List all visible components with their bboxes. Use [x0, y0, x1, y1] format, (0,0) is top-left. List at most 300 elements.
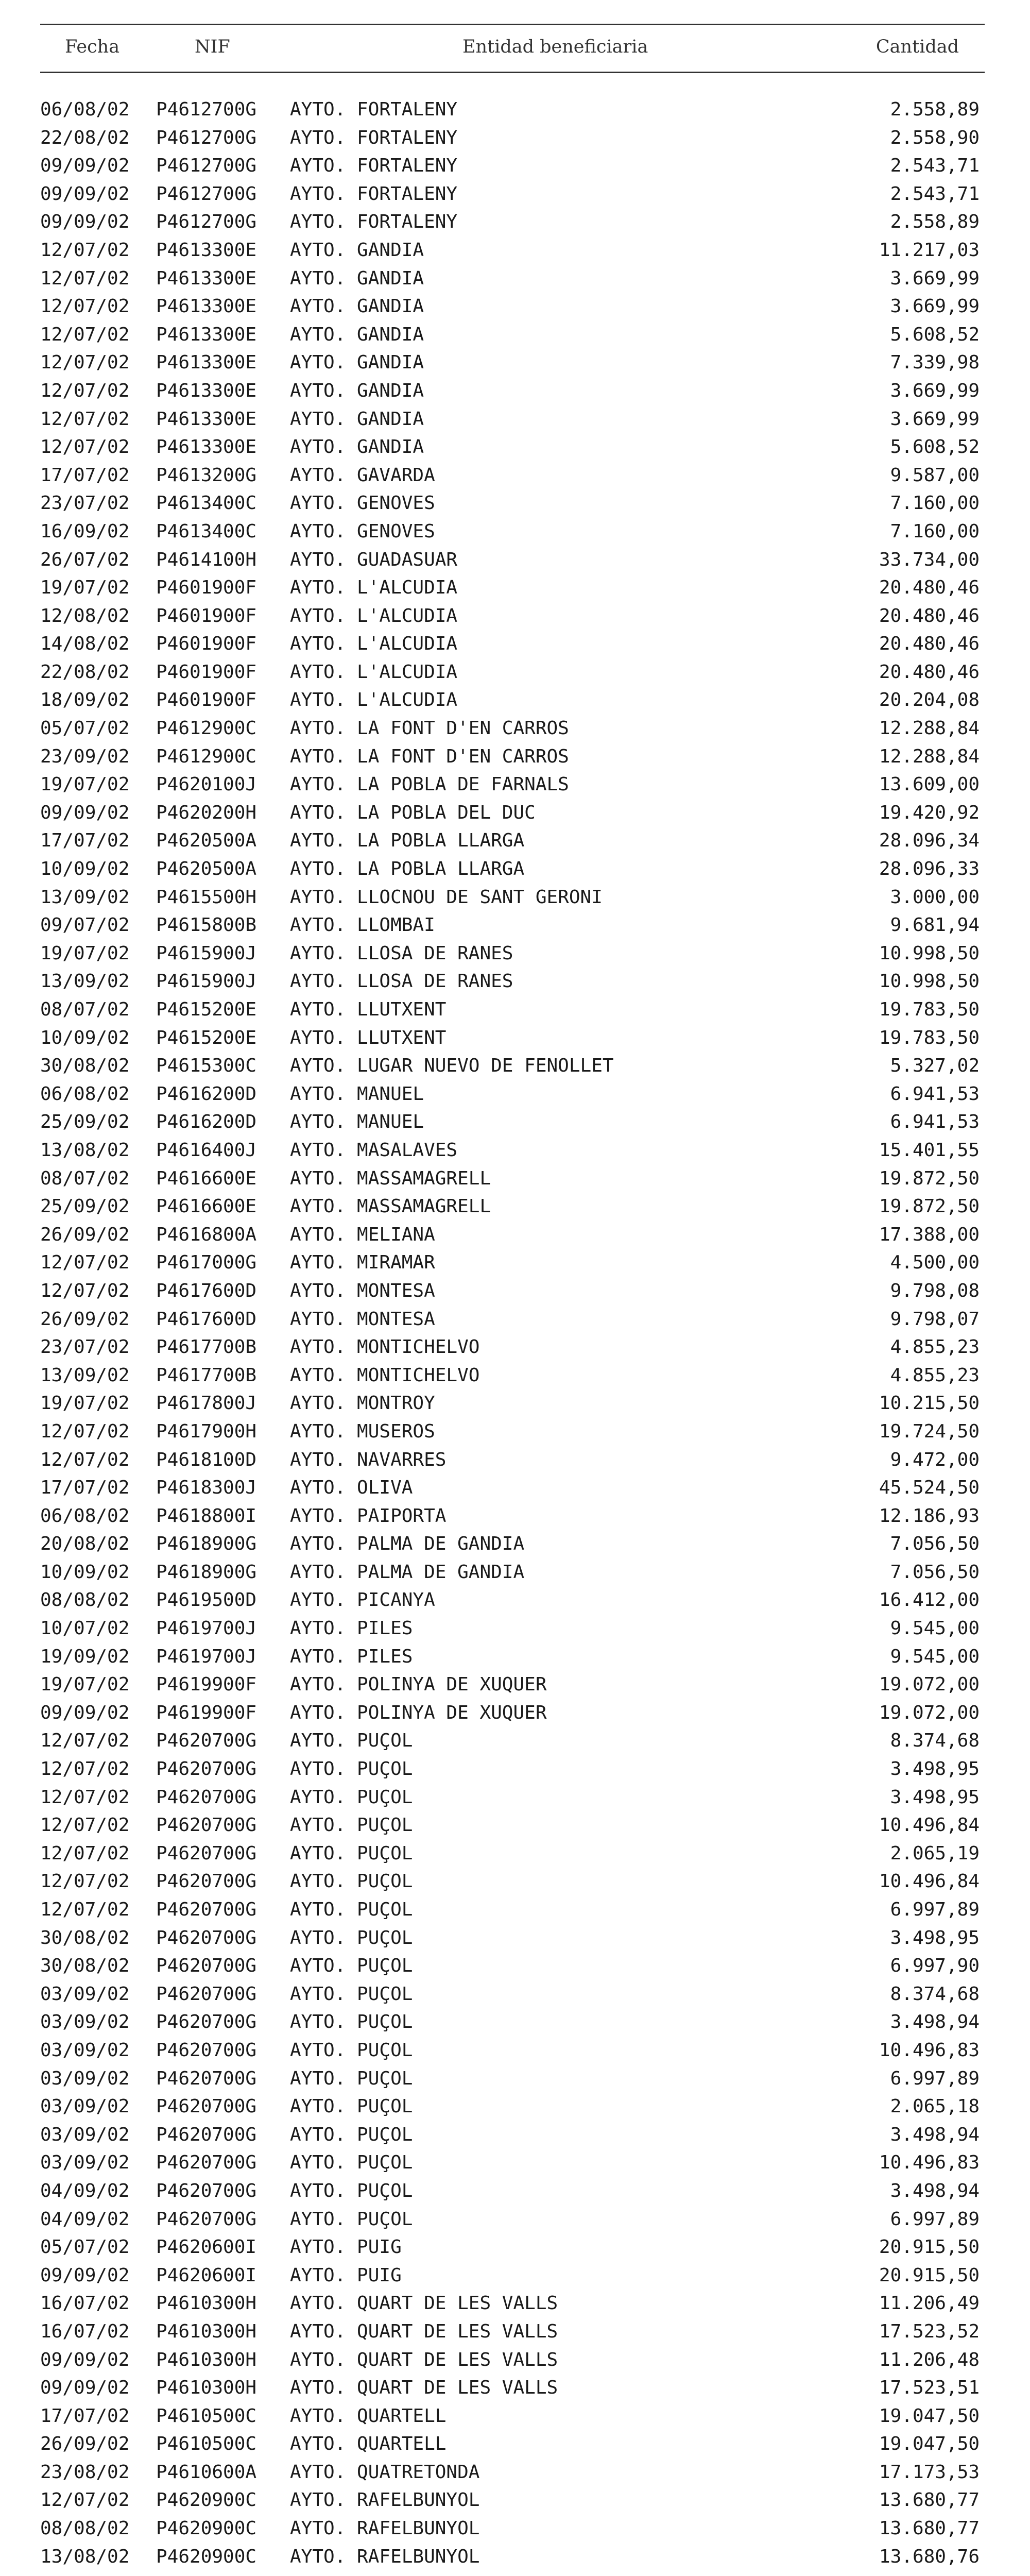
cell-fecha: 03/09/02: [40, 2067, 130, 2089]
table-row: [40, 1333, 985, 1362]
cell-nif: P4620700G: [156, 2096, 257, 2117]
table-row: [40, 884, 985, 912]
table-row: [40, 2543, 985, 2571]
cell-nif: P4617600D: [156, 1308, 257, 1330]
cell-nif: P4616200D: [156, 1111, 257, 1133]
cell-cantidad: 17.173,53: [879, 2461, 980, 2483]
table-row: [40, 405, 985, 434]
cell-nif: P4613300E: [156, 296, 257, 317]
cell-fecha: 12/07/02: [40, 1730, 130, 1752]
cell-fecha: 09/09/02: [40, 211, 130, 233]
cell-fecha: 08/08/02: [40, 2518, 130, 2539]
cell-nif: P4615900J: [156, 942, 257, 964]
cell-nif: P4620700G: [156, 2208, 257, 2230]
table-row: [40, 124, 985, 152]
table-row: [40, 1389, 985, 1418]
cell-cantidad: 17.523,52: [879, 2320, 980, 2342]
cell-entidad: AYTO. FORTALENY: [290, 99, 458, 120]
cell-entidad: AYTO. PUÇOL: [290, 1786, 413, 1808]
cell-cantidad: 7.339,98: [890, 352, 980, 374]
table-row: [40, 2430, 985, 2459]
table-row: [40, 152, 985, 180]
cell-nif: P4620700G: [156, 1815, 257, 1836]
cell-fecha: 19/07/02: [40, 1393, 130, 1414]
cell-fecha: 06/08/02: [40, 1083, 130, 1105]
cell-entidad: AYTO. LLUTXENT: [290, 999, 447, 1020]
cell-nif: P4620700G: [156, 2180, 257, 2201]
cell-cantidad: 3.669,99: [890, 408, 980, 430]
table-row: [40, 1755, 985, 1784]
table-row: [40, 489, 985, 518]
cell-cantidad: 6.997,89: [890, 2067, 980, 2089]
cell-fecha: 12/07/02: [40, 1758, 130, 1780]
table-row: [40, 715, 985, 743]
table-row: [40, 1868, 985, 1896]
table-row: [40, 2233, 985, 2262]
cell-cantidad: 19.047,50: [879, 2405, 980, 2427]
cell-cantidad: 11.206,48: [879, 2349, 980, 2370]
cell-fecha: 19/07/02: [40, 577, 130, 599]
cell-entidad: AYTO. OLIVA: [290, 1477, 413, 1499]
table-row: [40, 1306, 985, 1334]
cell-entidad: AYTO. RAFELBUNYOL: [290, 2546, 480, 2567]
table-row: [40, 686, 985, 715]
cell-entidad: AYTO. GANDIA: [290, 380, 424, 401]
table-row: [40, 2093, 985, 2121]
cell-fecha: 19/07/02: [40, 1674, 130, 1696]
cell-nif: P4610300H: [156, 2349, 257, 2370]
table-row: [40, 743, 985, 771]
cell-cantidad: 13.680,77: [879, 2518, 980, 2539]
cell-cantidad: 12.288,84: [879, 745, 980, 767]
cell-nif: P4620700G: [156, 2124, 257, 2145]
cell-nif: P4619900F: [156, 1702, 257, 1723]
cell-cantidad: 3.669,99: [890, 380, 980, 401]
table-row: [40, 2177, 985, 2206]
table-row: [40, 180, 985, 209]
cell-nif: P4620500A: [156, 830, 257, 852]
cell-nif: P4610600A: [156, 2461, 257, 2483]
table-row: [40, 1362, 985, 1390]
cell-cantidad: 3.498,94: [890, 2011, 980, 2033]
cell-cantidad: 19.724,50: [879, 1420, 980, 1442]
table-row: [40, 236, 985, 265]
cell-entidad: AYTO. MASALAVES: [290, 1139, 458, 1161]
cell-cantidad: 12.288,84: [879, 718, 980, 739]
cell-fecha: 23/08/02: [40, 2461, 130, 2483]
cell-nif: P4601900F: [156, 605, 257, 626]
cell-entidad: AYTO. LLOSA DE RANES: [290, 971, 513, 992]
cell-fecha: 25/09/02: [40, 1196, 130, 1217]
table-body: [40, 96, 985, 2571]
table-row: [40, 208, 985, 236]
cell-cantidad: 13.609,00: [879, 774, 980, 795]
cell-entidad: AYTO. QUATRETONDA: [290, 2461, 480, 2483]
cell-fecha: 10/09/02: [40, 1561, 130, 1583]
cell-nif: P4612700G: [156, 183, 257, 205]
cell-entidad: AYTO. FORTALENY: [290, 183, 458, 205]
table-row: [40, 321, 985, 349]
cell-nif: P4601900F: [156, 661, 257, 683]
cell-fecha: 12/07/02: [40, 1252, 130, 1274]
cell-cantidad: 45.524,50: [879, 1477, 980, 1499]
cell-entidad: AYTO. PUÇOL: [290, 1842, 413, 1864]
cell-nif: P4620700G: [156, 1927, 257, 1948]
cell-fecha: 08/08/02: [40, 1589, 130, 1611]
cell-nif: P4612900C: [156, 718, 257, 739]
cell-cantidad: 6.941,53: [890, 1111, 980, 1133]
cell-entidad: AYTO. PICANYA: [290, 1589, 435, 1611]
cell-fecha: 12/07/02: [40, 296, 130, 317]
cell-fecha: 23/09/02: [40, 745, 130, 767]
cell-entidad: AYTO. PUÇOL: [290, 2096, 413, 2117]
cell-cantidad: 20.480,46: [879, 661, 980, 683]
cell-nif: P4617600D: [156, 1280, 257, 1301]
table-row: [40, 518, 985, 546]
cell-fecha: 03/09/02: [40, 2124, 130, 2145]
cell-fecha: 12/07/02: [40, 1449, 130, 1470]
table-row: [40, 940, 985, 968]
cell-nif: P4616600E: [156, 1167, 257, 1189]
cell-nif: P4620700G: [156, 1899, 257, 1920]
cell-entidad: AYTO. MONTESA: [290, 1308, 435, 1330]
table-row: [40, 2374, 985, 2402]
table-row: [40, 377, 985, 405]
cell-cantidad: 20.480,46: [879, 577, 980, 599]
cell-cantidad: 28.096,34: [879, 830, 980, 852]
cell-fecha: 12/07/02: [40, 1420, 130, 1442]
cell-nif: P4615300C: [156, 1055, 257, 1077]
cell-fecha: 12/07/02: [40, 352, 130, 374]
cell-cantidad: 6.997,89: [890, 2208, 980, 2230]
cell-nif: P4620700G: [156, 1758, 257, 1780]
table-row: [40, 2318, 985, 2346]
cell-entidad: AYTO. MASSAMAGRELL: [290, 1196, 491, 1217]
table-row: [40, 1784, 985, 1812]
cell-entidad: AYTO. PUÇOL: [290, 1983, 413, 2005]
cell-cantidad: 3.000,00: [890, 886, 980, 908]
cell-cantidad: 8.374,68: [890, 1983, 980, 2005]
cell-cantidad: 9.798,07: [890, 1308, 980, 1330]
table-row: [40, 462, 985, 490]
cell-nif: P4617900H: [156, 1420, 257, 1442]
cell-nif: P4618300J: [156, 1477, 257, 1499]
cell-entidad: AYTO. LUGAR NUEVO DE FENOLLET: [290, 1055, 614, 1077]
cell-cantidad: 8.374,68: [890, 1730, 980, 1752]
cell-cantidad: 19.047,50: [879, 2433, 980, 2455]
cell-fecha: 12/07/02: [40, 380, 130, 401]
cell-nif: P4615900J: [156, 971, 257, 992]
table-row: [40, 827, 985, 855]
table-row: [40, 630, 985, 658]
cell-nif: P4618900G: [156, 1561, 257, 1583]
cell-cantidad: 19.872,50: [879, 1167, 980, 1189]
cell-nif: P4620100J: [156, 774, 257, 795]
cell-nif: P4610300H: [156, 2293, 257, 2314]
cell-entidad: AYTO. QUART DE LES VALLS: [290, 2349, 558, 2370]
cell-nif: P4620700G: [156, 1955, 257, 1977]
cell-cantidad: 19.783,50: [879, 1027, 980, 1048]
cell-fecha: 13/08/02: [40, 1139, 130, 1161]
cell-nif: P4613300E: [156, 436, 257, 458]
table-row: [40, 293, 985, 321]
table-row: [40, 2262, 985, 2290]
cell-entidad: AYTO. PUÇOL: [290, 2152, 413, 2174]
cell-cantidad: 10.215,50: [879, 1393, 980, 1414]
cell-fecha: 09/09/02: [40, 2264, 130, 2286]
cell-nif: P4616200D: [156, 1083, 257, 1105]
cell-entidad: AYTO. LA POBLA DE FARNALS: [290, 774, 569, 795]
cell-cantidad: 20.480,46: [879, 633, 980, 655]
table-row: [40, 433, 985, 462]
cell-cantidad: 20.204,08: [879, 689, 980, 711]
cell-entidad: AYTO. GANDIA: [290, 352, 424, 374]
cell-entidad: AYTO. PILES: [290, 1618, 413, 1639]
cell-entidad: AYTO. MUSEROS: [290, 1420, 435, 1442]
cell-cantidad: 2.558,89: [890, 99, 980, 120]
cell-nif: P4617800J: [156, 1393, 257, 1414]
cell-fecha: 12/07/02: [40, 408, 130, 430]
cell-fecha: 05/07/02: [40, 718, 130, 739]
table-row: [40, 1193, 985, 1221]
cell-entidad: AYTO. MONTICHELVO: [290, 1336, 480, 1358]
cell-nif: P4620700G: [156, 1983, 257, 2005]
cell-nif: P4620700G: [156, 1842, 257, 1864]
cell-cantidad: 3.498,95: [890, 1758, 980, 1780]
cell-cantidad: 2.065,19: [890, 1842, 980, 1864]
cell-nif: P4613200G: [156, 464, 257, 486]
cell-cantidad: 10.496,83: [879, 2039, 980, 2061]
cell-fecha: 03/09/02: [40, 2039, 130, 2061]
cell-entidad: AYTO. PUÇOL: [290, 1927, 413, 1948]
cell-entidad: AYTO. PUIG: [290, 2236, 402, 2258]
table-row: [40, 1418, 985, 1446]
column-header-cantidad: Cantidad: [876, 37, 959, 57]
cell-fecha: 13/09/02: [40, 886, 130, 908]
cell-nif: P4601900F: [156, 689, 257, 711]
cell-fecha: 12/07/02: [40, 239, 130, 261]
cell-nif: P4615200E: [156, 999, 257, 1020]
cell-fecha: 12/07/02: [40, 267, 130, 289]
cell-entidad: AYTO. MONTROY: [290, 1393, 435, 1414]
table-row: [40, 1671, 985, 1699]
cell-entidad: AYTO. LA POBLA DEL DUC: [290, 802, 536, 823]
cell-nif: P4617000G: [156, 1252, 257, 1274]
table-row: [40, 2515, 985, 2543]
table-row: [40, 1615, 985, 1643]
cell-entidad: AYTO. GENOVES: [290, 520, 435, 542]
cell-fecha: 04/09/02: [40, 2208, 130, 2230]
cell-cantidad: 9.681,94: [890, 914, 980, 936]
cell-nif: P4617700B: [156, 1336, 257, 1358]
cell-cantidad: 15.401,55: [879, 1139, 980, 1161]
table-row: [40, 1080, 985, 1109]
cell-entidad: AYTO. QUARTELL: [290, 2433, 447, 2455]
table-row: [40, 1502, 985, 1531]
cell-nif: P4620700G: [156, 2011, 257, 2033]
cell-entidad: AYTO. QUART DE LES VALLS: [290, 2293, 558, 2314]
cell-nif: P4610300H: [156, 2320, 257, 2342]
cell-fecha: 06/08/02: [40, 99, 130, 120]
cell-nif: P4619700J: [156, 1618, 257, 1639]
cell-entidad: AYTO. LA POBLA LLARGA: [290, 830, 525, 852]
cell-nif: P4617700B: [156, 1364, 257, 1386]
column-header-entidad: Entidad beneficiaria: [462, 37, 648, 57]
cell-fecha: 30/08/02: [40, 1927, 130, 1948]
cell-entidad: AYTO. RAFELBUNYOL: [290, 2489, 480, 2511]
cell-nif: P4620700G: [156, 1730, 257, 1752]
table-row: [40, 1108, 985, 1137]
cell-entidad: AYTO. PUÇOL: [290, 2067, 413, 2089]
cell-nif: P4613400C: [156, 520, 257, 542]
table-row: [40, 2346, 985, 2375]
cell-fecha: 09/07/02: [40, 914, 130, 936]
table-row: [40, 771, 985, 799]
cell-nif: P4614100H: [156, 549, 257, 570]
cell-entidad: AYTO. PUÇOL: [290, 2180, 413, 2201]
table-row: [40, 1586, 985, 1615]
cell-entidad: AYTO. L'ALCUDIA: [290, 633, 458, 655]
cell-nif: P4619500D: [156, 1589, 257, 1611]
cell-entidad: AYTO. MIRAMAR: [290, 1252, 435, 1274]
cell-cantidad: 3.669,99: [890, 296, 980, 317]
cell-fecha: 09/09/02: [40, 802, 130, 823]
cell-fecha: 14/08/02: [40, 633, 130, 655]
table-row: [40, 1221, 985, 1249]
cell-fecha: 08/07/02: [40, 999, 130, 1020]
table-row: [40, 658, 985, 687]
cell-entidad: AYTO. PUÇOL: [290, 2011, 413, 2033]
cell-entidad: AYTO. MASSAMAGRELL: [290, 1167, 491, 1189]
cell-cantidad: 19.872,50: [879, 1196, 980, 1217]
cell-nif: P4613300E: [156, 380, 257, 401]
cell-nif: P4620500A: [156, 858, 257, 880]
cell-fecha: 03/09/02: [40, 2152, 130, 2174]
cell-nif: P4612700G: [156, 99, 257, 120]
table-row: [40, 2459, 985, 2487]
cell-fecha: 09/09/02: [40, 2377, 130, 2399]
cell-cantidad: 2.543,71: [890, 155, 980, 177]
cell-nif: P4613300E: [156, 408, 257, 430]
cell-entidad: AYTO. PILES: [290, 1646, 413, 1667]
cell-cantidad: 10.496,83: [879, 2152, 980, 2174]
cell-fecha: 17/07/02: [40, 830, 130, 852]
cell-fecha: 09/09/02: [40, 183, 130, 205]
table-row: [40, 1952, 985, 1980]
cell-cantidad: 2.558,90: [890, 127, 980, 148]
cell-fecha: 06/08/02: [40, 1505, 130, 1527]
cell-cantidad: 11.217,03: [879, 239, 980, 261]
cell-fecha: 30/08/02: [40, 1055, 130, 1077]
cell-fecha: 12/07/02: [40, 2489, 130, 2511]
table-row: [40, 799, 985, 827]
cell-cantidad: 13.680,76: [879, 2546, 980, 2567]
cell-entidad: AYTO. LLOMBAI: [290, 914, 435, 936]
cell-entidad: AYTO. LLOSA DE RANES: [290, 942, 513, 964]
cell-fecha: 25/09/02: [40, 1111, 130, 1133]
cell-nif: P4615500H: [156, 886, 257, 908]
cell-entidad: AYTO. LLOCNOU DE SANT GERONI: [290, 886, 603, 908]
table-row: [40, 574, 985, 602]
cell-cantidad: 6.997,89: [890, 1899, 980, 1920]
table-row: [40, 1165, 985, 1193]
cell-fecha: 09/09/02: [40, 155, 130, 177]
table-row: [40, 1446, 985, 1475]
cell-fecha: 10/09/02: [40, 858, 130, 880]
cell-fecha: 26/07/02: [40, 549, 130, 570]
table-row: [40, 1980, 985, 2009]
cell-nif: P4610300H: [156, 2377, 257, 2399]
table-row: [40, 1699, 985, 1727]
cell-entidad: AYTO. GANDIA: [290, 408, 424, 430]
cell-fecha: 13/09/02: [40, 1364, 130, 1386]
cell-nif: P4613300E: [156, 239, 257, 261]
table-row: [40, 1249, 985, 1277]
cell-cantidad: 6.997,90: [890, 1955, 980, 1977]
cell-fecha: 12/07/02: [40, 1842, 130, 1864]
cell-fecha: 08/07/02: [40, 1167, 130, 1189]
cell-cantidad: 20.915,50: [879, 2264, 980, 2286]
cell-cantidad: 9.587,00: [890, 464, 980, 486]
cell-cantidad: 5.327,02: [890, 1055, 980, 1077]
cell-fecha: 03/09/02: [40, 1983, 130, 2005]
cell-fecha: 12/07/02: [40, 1899, 130, 1920]
cell-nif: P4620600I: [156, 2236, 257, 2258]
cell-fecha: 17/07/02: [40, 2405, 130, 2427]
cell-entidad: AYTO. PUÇOL: [290, 1871, 413, 1892]
cell-entidad: AYTO. POLINYA DE XUQUER: [290, 1674, 547, 1696]
cell-fecha: 12/07/02: [40, 436, 130, 458]
cell-cantidad: 2.543,71: [890, 183, 980, 205]
cell-nif: P4620700G: [156, 2039, 257, 2061]
cell-entidad: AYTO. MONTICHELVO: [290, 1364, 480, 1386]
cell-entidad: AYTO. LA FONT D'EN CARROS: [290, 718, 569, 739]
cell-entidad: AYTO. NAVARRES: [290, 1449, 447, 1470]
cell-entidad: AYTO. MONTESA: [290, 1280, 435, 1301]
cell-fecha: 19/09/02: [40, 1646, 130, 1667]
cell-fecha: 10/07/02: [40, 1618, 130, 1639]
cell-entidad: AYTO. QUARTELL: [290, 2405, 447, 2427]
cell-cantidad: 20.480,46: [879, 605, 980, 626]
cell-entidad: AYTO. LA FONT D'EN CARROS: [290, 745, 569, 767]
table-row: [40, 1277, 985, 1306]
cell-nif: P4610500C: [156, 2433, 257, 2455]
cell-entidad: AYTO. POLINYA DE XUQUER: [290, 1702, 547, 1723]
cell-fecha: 23/07/02: [40, 1336, 130, 1358]
cell-fecha: 12/07/02: [40, 1815, 130, 1836]
cell-nif: P4619700J: [156, 1646, 257, 1667]
cell-cantidad: 9.472,00: [890, 1449, 980, 1470]
cell-nif: P4616600E: [156, 1196, 257, 1217]
cell-nif: P4616800A: [156, 1224, 257, 1245]
cell-cantidad: 5.608,52: [890, 324, 980, 345]
cell-nif: P4612900C: [156, 745, 257, 767]
cell-fecha: 16/07/02: [40, 2320, 130, 2342]
cell-cantidad: 19.072,00: [879, 1702, 980, 1723]
cell-cantidad: 10.496,84: [879, 1871, 980, 1892]
cell-nif: P4601900F: [156, 577, 257, 599]
cell-fecha: 26/09/02: [40, 1308, 130, 1330]
cell-fecha: 20/08/02: [40, 1533, 130, 1555]
cell-entidad: AYTO. L'ALCUDIA: [290, 605, 458, 626]
cell-fecha: 22/08/02: [40, 127, 130, 148]
cell-fecha: 03/09/02: [40, 2096, 130, 2117]
cell-cantidad: 9.798,08: [890, 1280, 980, 1301]
cell-nif: P4620200H: [156, 802, 257, 823]
cell-cantidad: 19.420,92: [879, 802, 980, 823]
cell-cantidad: 7.056,50: [890, 1561, 980, 1583]
cell-fecha: 05/07/02: [40, 2236, 130, 2258]
